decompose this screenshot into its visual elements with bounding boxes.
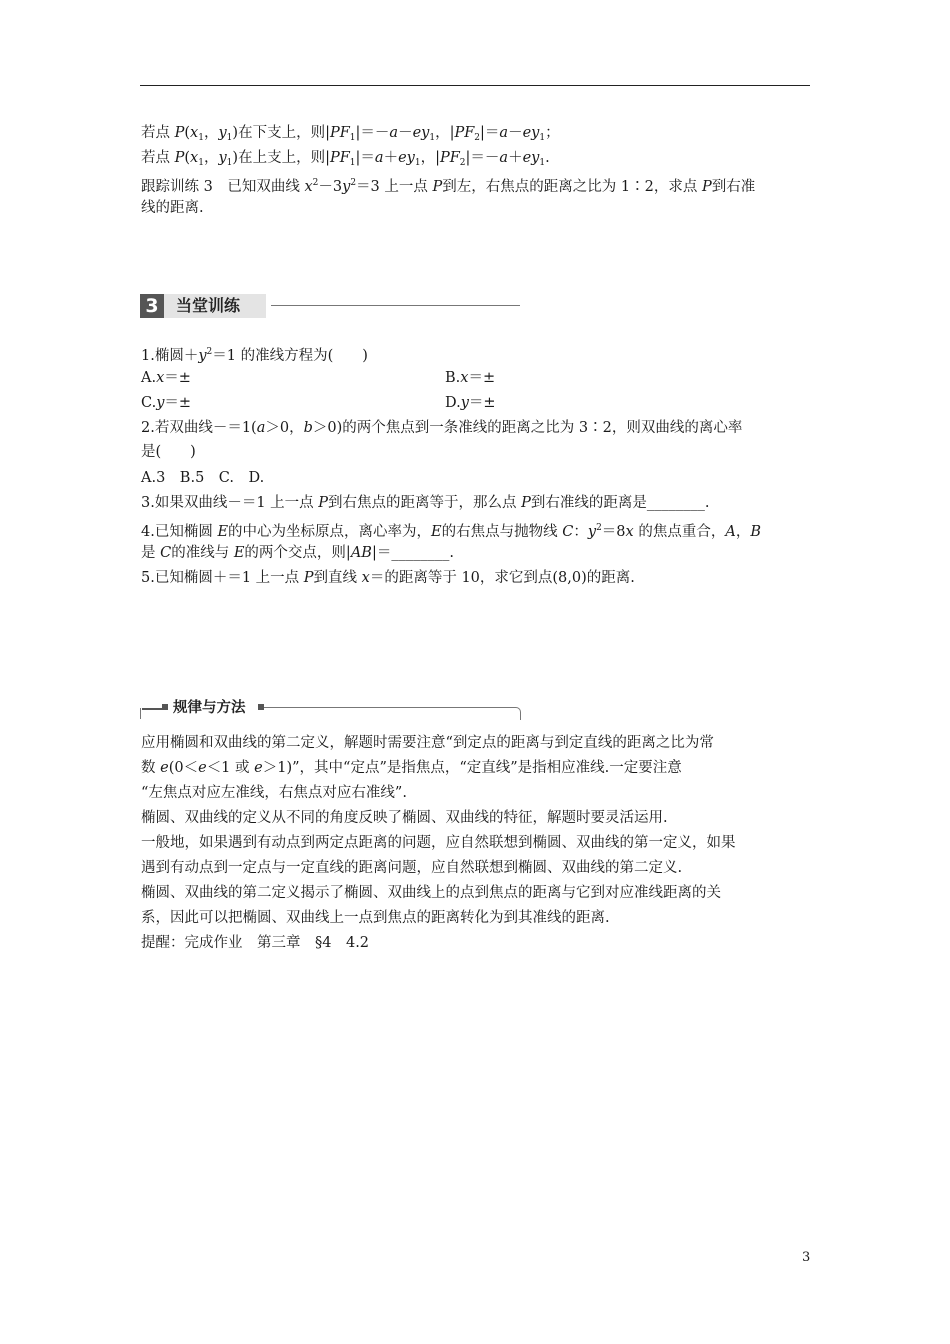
box-square-left <box>162 704 168 710</box>
question-1-option-b: B.x＝± <box>445 370 496 386</box>
question-1-option-c: C.y＝± <box>141 395 192 411</box>
question-4-line-2: 是 C的准线与 E的两个交点，则|AB|＝________. <box>141 545 454 561</box>
question-4-line-1: 4.已知椭圆 E的中心为坐标原点，离心率为，E的右焦点与抛物线 C：$y^2=8x$ 的焦点重合，A，B <box>141 523 761 540</box>
methods-p4-line-1: 椭圆、双曲线的第二定义揭示了椭圆、双曲线上的点到焦点的距离与它到对应准线距离的关 <box>141 885 721 901</box>
header-rule <box>140 85 810 86</box>
question-2-options: A.3 B.5 C. D. <box>141 470 265 486</box>
section-number: 3 <box>140 294 164 318</box>
methods-p2: 椭圆、双曲线的定义从不同的角度反映了椭圆、双曲线的特征，解题时要灵活运用. <box>141 810 668 826</box>
box-rule-right <box>264 707 516 708</box>
section-title: 当堂训练 <box>176 296 241 315</box>
text-line-upper-branch: 若点 $P(x_1$，$y_1$)在上支上，则$|PF_1|=a+ey_1$，$|PF_2|=-a+ey_1$. <box>141 150 550 168</box>
methods-box-header <box>140 698 520 720</box>
question-2-line-1: 2.若双曲线－＝1(a＞0，b＞0)的两个焦点到一条准线的距离之比为 3∶2，则双曲线的离心率 <box>141 420 743 436</box>
methods-p1-line-1: 应用椭圆和双曲线的第二定义，解题时需要注意“到定点的距离与到定直线的距离之比为常 <box>141 735 714 751</box>
methods-p1-line-2: 数 e(0＜e＜1 或 e＞1)”，其中“定点”是指焦点，“定直线”是指相应准线.一定要注意 <box>141 760 682 776</box>
homework-reminder: 提醒：完成作业 第三章 §4 4.2 <box>141 935 370 951</box>
methods-p4-line-2: 系，因此可以把椭圆、双曲线上一点到焦点的距离转化为到其准线的距离. <box>141 910 610 926</box>
practice-3-line-1: 跟踪训练 3 已知双曲线 $x^2-3y^2=3$ 上一点 P到左，右焦点的距离之比为 1∶2，求点 P到右准 <box>141 178 756 195</box>
box-rule-left <box>142 708 162 710</box>
section-rule <box>271 305 520 306</box>
methods-title: 规律与方法 <box>173 700 246 716</box>
question-3: 3.如果双曲线－＝1 上一点 P到右焦点的距离等于，那么点 P到右准线的距离是________. <box>141 495 710 511</box>
question-5: 5.已知椭圆＋＝1 上一点 P到直线 x＝的距离等于 10，求它到点(8,0)的距离. <box>141 570 635 586</box>
text-line-lower-branch: 若点 $P(x_1$，$y_1$)在下支上，则$|PF_1|=-a-ey_1$，$|PF_2|=a-ey_1$； <box>141 125 560 143</box>
question-2-line-2: 是( ) <box>141 444 196 460</box>
section-header <box>140 294 520 318</box>
question-1-stem: 1.椭圆$+y^2=1$ 的准线方程为( ) <box>141 347 368 364</box>
methods-p3-line-1: 一般地，如果遇到有动点到两定点距离的问题，应自然联想到椭圆、双曲线的第一定义，如果 <box>141 835 736 851</box>
methods-p3-line-2: 遇到有动点到一定点与一定直线的距离问题，应自然联想到椭圆、双曲线的第二定义. <box>141 860 683 876</box>
practice-3-line-2: 线的距离. <box>141 200 204 216</box>
page-number: 3 <box>802 1250 811 1265</box>
question-1-option-a: A.x＝± <box>141 370 191 386</box>
question-1-option-d: D.y＝± <box>445 395 496 411</box>
methods-p1-line-3: “左焦点对应左准线，右焦点对应右准线”. <box>141 785 407 801</box>
box-corner-right <box>515 707 521 720</box>
